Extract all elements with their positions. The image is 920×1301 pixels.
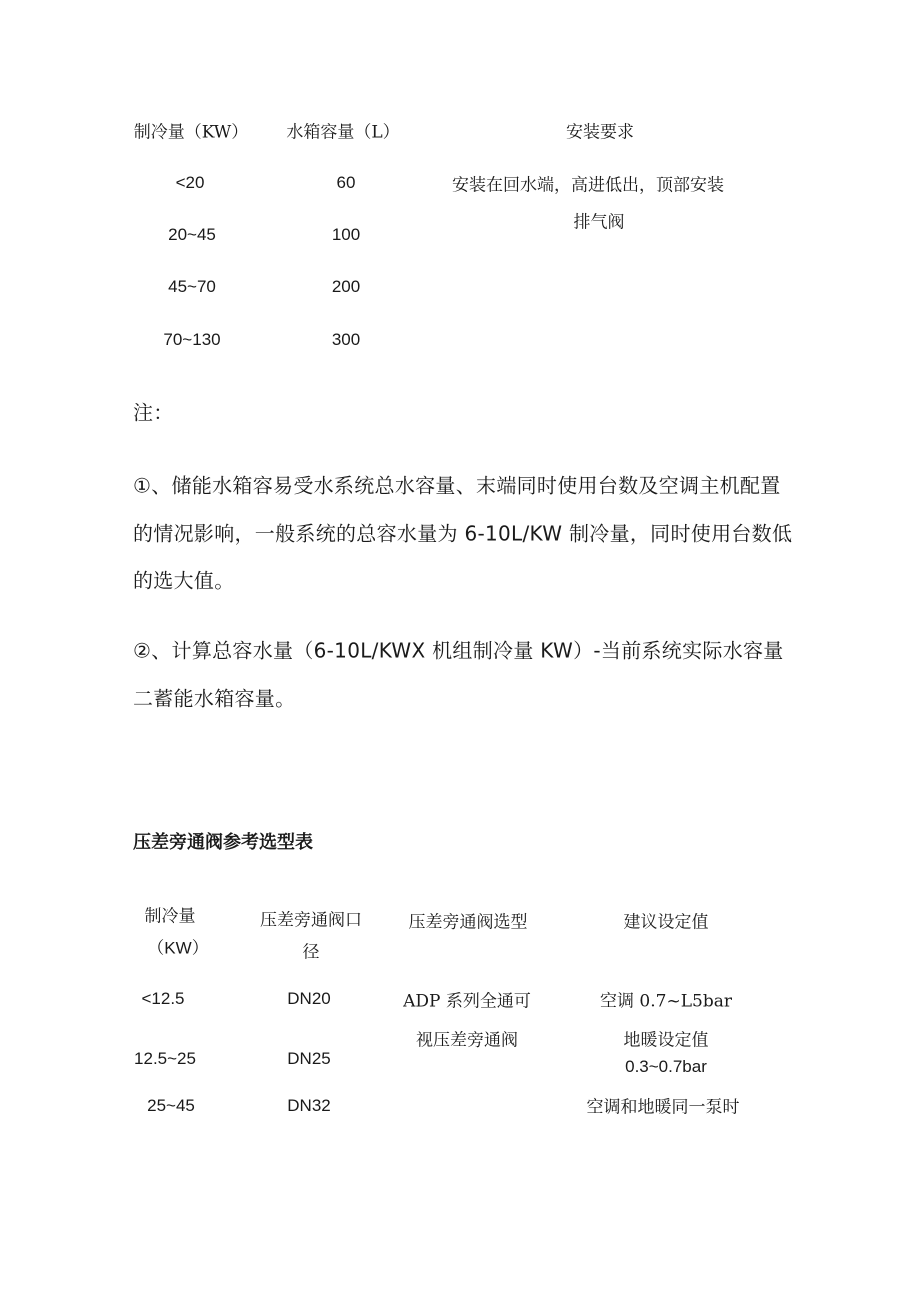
header-model: 压差旁通阀选型	[408, 912, 528, 933]
cell-volume: 200	[331, 277, 361, 296]
cell-cooling: 12.5~25	[134, 1049, 196, 1068]
note1-line: ①、储能水箱容易受水系统总水容量、末端同时使用台数及空调主机配置	[133, 473, 781, 498]
header-setting: 建议设定值	[623, 912, 709, 933]
cell-cooling: 25~45	[147, 1096, 195, 1115]
cell-diameter: DN25	[287, 1049, 331, 1068]
note2-line: ②、计算总容水量（6-10L/KWX 机组制冷量 KW）-当前系统实际水容量	[133, 638, 784, 663]
model-line: ADP 系列全通可	[403, 991, 531, 1012]
header-diameter: 压差旁通阀口	[260, 910, 362, 931]
setting-line: 空调 0.7~L5bar	[600, 991, 732, 1012]
cell-diameter: DN20	[287, 989, 331, 1008]
header-diameter: 径	[302, 942, 320, 963]
install-line: 排气阀	[573, 212, 625, 233]
cell-volume: 100	[331, 225, 361, 244]
cell-diameter: DN32	[287, 1096, 331, 1115]
setting-line: 地暖设定值	[623, 1030, 709, 1051]
note2-line: 二蓄能水箱容量。	[133, 686, 296, 711]
header-cooling: 制冷量	[144, 906, 196, 927]
header-install: 安装要求	[566, 122, 634, 143]
setting-line: 0.3~0.7bar	[625, 1057, 707, 1076]
cell-volume: 300	[331, 330, 361, 349]
install-line: 安装在回水端，高进低出，顶部安装	[452, 175, 724, 196]
note1-line: 的情况影响，一般系统的总容水量为 6-10L/KW 制冷量，同时使用台数低	[133, 521, 793, 546]
note1-line: 的选大值。	[133, 568, 235, 593]
cell-cooling: 45~70	[168, 277, 216, 296]
cell-cooling: 70~130	[163, 330, 221, 349]
setting-line: 空调和地暖同一泵时	[586, 1097, 740, 1118]
cell-volume: 60	[336, 173, 356, 192]
model-line: 视压差旁通阀	[416, 1030, 518, 1051]
section-title: 压差旁通阀参考选型表	[133, 832, 313, 853]
header-volume: 水箱容量（L）	[286, 122, 400, 143]
cell-cooling: <20	[175, 173, 205, 192]
header-cooling-unit: （KW）	[147, 938, 209, 958]
notes-label: 注：	[133, 400, 174, 425]
header-cooling: 制冷量（KW）	[133, 122, 249, 143]
cell-cooling: <12.5	[141, 989, 185, 1008]
cell-cooling: 20~45	[168, 225, 216, 244]
